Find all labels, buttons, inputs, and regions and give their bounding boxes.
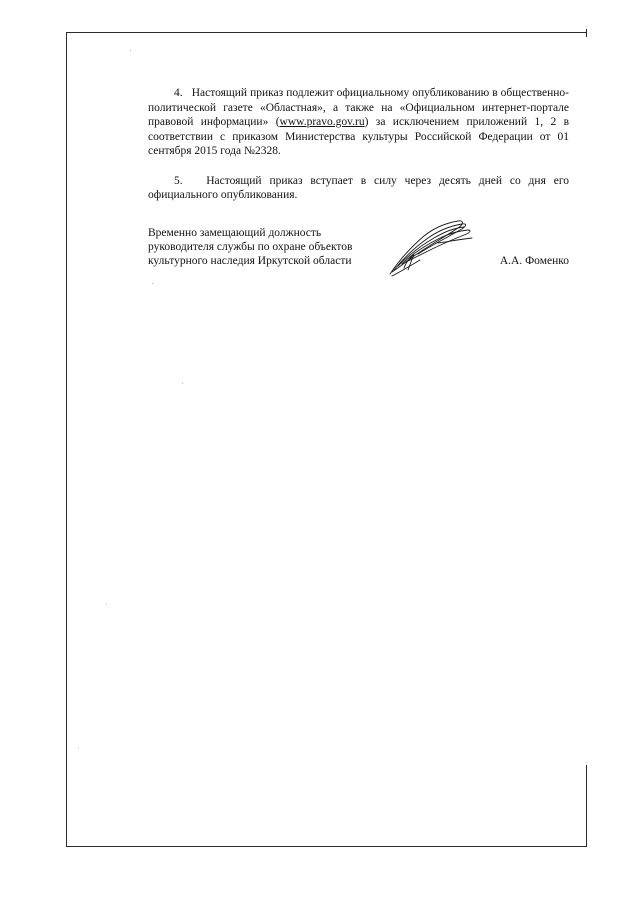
scan-speck <box>106 604 107 605</box>
paragraph-text: Настоящий приказ вступает в силу через десять дней со дня его официального опубликования. <box>148 174 570 201</box>
paragraph-5 <box>148 174 569 203</box>
handwritten-signature <box>384 218 476 278</box>
page-border-right-bottom <box>586 765 587 847</box>
signer-title-line: культурного наследия Иркутской области <box>148 255 352 268</box>
signature-block <box>148 226 569 276</box>
paragraph-4 <box>148 86 569 159</box>
paragraph-text: Настоящий приказ подлежит официальному опубликованию в общественно-политической газете «Областная», а также на «Официальном интернет-портале правовой информации» ( <box>148 87 569 128</box>
document-body <box>148 86 569 203</box>
paragraph-number: 4. <box>174 87 183 99</box>
pravo-link[interactable]: www.pravo.gov.ru <box>279 116 365 128</box>
scan-speck <box>182 383 183 384</box>
page-border-right-top <box>586 29 587 37</box>
signer-name: А.А. Фоменко <box>499 255 569 267</box>
scan-speck <box>78 748 79 749</box>
page-border-bottom <box>66 846 586 847</box>
signer-title <box>148 226 388 269</box>
signer-title-line: руководителя службы по охране объектов <box>148 241 353 254</box>
paragraph-number: 5. <box>174 174 183 187</box>
scan-speck <box>130 50 131 51</box>
paragraph-text: ) за исключением приложений 1, 2 в соответствии с приказом Министерства культуры Российской Федерации от 01 сентября 2015 года №2328. <box>148 116 569 157</box>
page-border-left <box>66 32 67 847</box>
signer-title-line: Временно замещающий должность <box>148 227 322 239</box>
page-border-top <box>66 32 586 33</box>
scan-speck <box>152 283 153 284</box>
